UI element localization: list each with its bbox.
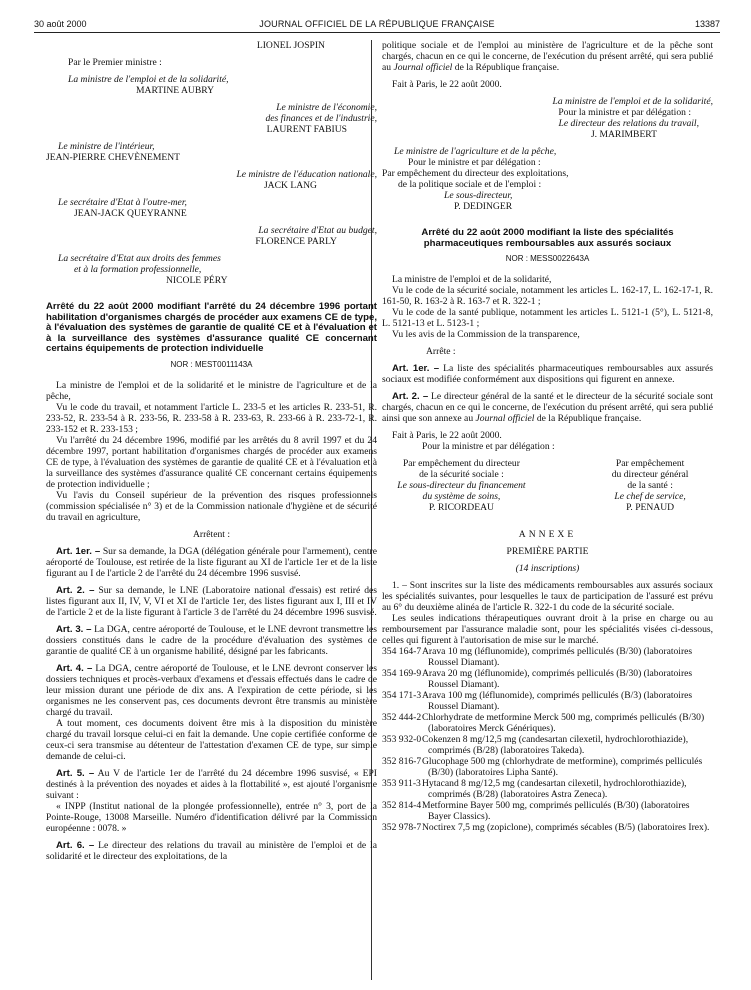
paragraph-ministres: La ministre de l'emploi et de la solidarité et le ministre de l'agriculture et de la pêche,: [46, 379, 377, 402]
article-4: [46, 663, 377, 718]
medication-row: [382, 712, 713, 734]
paragraph-vu-code-sante: Vu le code de la santé publique, notamment les articles L. 5121-1 (5°), L. 5121-8, L. 5121-13 et L. 5123-1 ;: [382, 307, 713, 330]
article-5-label: Art. 5. –: [56, 767, 95, 779]
sig-left-4: du système de soins,: [422, 491, 501, 503]
medication-row: [382, 734, 713, 756]
header-title: JOURNAL OFFICIEL DE LA RÉPUBLIQUE FRANÇAISE: [259, 19, 495, 29]
arrete2-article-2-label: Art. 2. –: [392, 391, 429, 403]
medication-description: Metformine Bayer 500 mg, comprimés pelliculés (B/30) (laboratoires Bayer Classics).: [422, 800, 690, 823]
article-3: [46, 624, 377, 657]
medication-code: 354 171-3: [382, 690, 422, 702]
article-4-continued: A tout moment, ces documents doivent être mis à la disposition du ministère chargé du travail lorsque celui-ci en fait la demande. Une copie certifiée conforme de ceux-ci sera transmise au détenteur de l'attestation d'examen CE de type, sur simple demande de celui-ci.: [46, 717, 377, 762]
secretaire-outremer-name: JEAN-JACK QUEYRANNE: [74, 208, 187, 219]
annexe-heading: ANNEXE: [518, 529, 577, 541]
medication-list: [382, 646, 713, 833]
medication-code: 353 932-0: [382, 734, 422, 746]
medication-description: Arava 10 mg (léflunomide), comprimés pelliculés (B/30) (laboratoires Roussel Diamant).: [422, 646, 693, 669]
minister-education-title: Le ministre de l'éducation nationale,: [236, 169, 377, 180]
arrete-heading: Arrête :: [426, 346, 456, 358]
sig-right-3: de la santé :: [627, 480, 673, 492]
sig1-directeur: Le directeur des relations du travail,: [558, 118, 699, 129]
article-2-label: Art. 2. –: [56, 584, 95, 596]
arrete2-article-2: [382, 391, 713, 424]
minister-education-name: JACK LANG: [263, 180, 317, 191]
arrete2-article-1-text: La liste des spécialités pharmaceutiques remboursables aux assurés sociaux est modifiée conformément aux dispositions qui figurent en annexe.: [382, 363, 713, 386]
arretent-heading: Arrêtent :: [192, 528, 231, 540]
medication-code: 352 444-2: [382, 712, 422, 724]
header-rule: [34, 32, 720, 33]
signature-right: [587, 458, 713, 513]
fait-a-paris-1: Fait à Paris, le 22 août 2000.: [392, 79, 502, 90]
pour-la-ministre: Pour la ministre et par délégation :: [422, 441, 555, 453]
signature-left: [382, 458, 541, 513]
article-6: [46, 840, 377, 862]
sig-left-3: Le sous-directeur du financement: [397, 480, 526, 492]
article-5: [46, 768, 377, 801]
sig-right-name: P. PENAUD: [626, 502, 675, 514]
sig2-sous-directeur: Le sous-directeur,: [444, 190, 513, 201]
article-1-label: Art. 1er. –: [56, 545, 101, 557]
medication-description: Noctirex 7,5 mg (zopiclone), comprimés sécables (B/5) (laboratoires Irex).: [422, 822, 710, 834]
medication-code: 354 164-7: [382, 646, 422, 658]
sig1-title: La ministre de l'emploi et de la solidarité,: [552, 96, 713, 107]
sig-left-1: Par empêchement du directeur: [402, 458, 520, 470]
secretaire-femmes-name: NICOLE PÉRY: [166, 275, 228, 286]
arrete-nor: NOR : MEST0011143A: [170, 359, 253, 369]
minister-economie-title-2: des finances et de l'industrie,: [265, 113, 377, 124]
secretaire-outremer-title: Le secrétaire d'Etat à l'outre-mer,: [58, 197, 187, 208]
sig-right-4: Le chef de service,: [614, 491, 686, 503]
fait-a-paris-2: Fait à Paris, le 22 août 2000.: [392, 430, 502, 442]
arrete2-nor: NOR : MESS0022643A: [505, 254, 590, 264]
medication-description: Hytacand 8 mg/12,5 mg (candesartan cilexetil, hydrochlorothiazide), comprimés (B/28) (laboratoires Astra Zeneca).: [422, 778, 687, 801]
article-2: [46, 585, 377, 618]
paragraph-vu-code-secu: Vu le code de la sécurité sociale, notamment les articles L. 162-17, L. 162-17-1, R. 161-50, R. 163-2 à R. 163-7 et R. 322-1 ;: [382, 285, 713, 308]
medication-row: [382, 668, 713, 690]
minister-economie-name: LAURENT FABIUS: [266, 124, 347, 135]
article-1: [46, 546, 377, 579]
minister-interieur-name: JEAN-PIERRE CHEVÈNEMENT: [46, 152, 181, 163]
article-4-text: La DGA, centre aéroporté de Toulouse, et le LNE devront conserver les dossiers techniques et procès-verbaux d'examens et d'essais effectués dans le cadre de leur mission durant une période de dix ans. A l'expiration de cette période, si les organismes ne les conservent pas, ces documents devront être transmis au ministère chargé du travail.: [46, 662, 377, 718]
minister-emploi-title: La ministre de l'emploi et de la solidarité,: [68, 74, 229, 85]
article-6-cont-text: politique sociale et de l'emploi au ministère de l'agriculture et de la pêche sont chargés, chacun en ce qui le concerne, de l'exécution du présent arrêté, qui sera publié au: [382, 40, 713, 73]
medication-row: [382, 690, 713, 712]
article-6-continued: [382, 40, 713, 73]
secretaire-femmes-title-2: et à la formation professionnelle,: [74, 264, 202, 275]
arrete2-article-1-label: Art. 1er. –: [392, 363, 440, 375]
minister-economie-title-1: Le ministre de l'économie,: [276, 102, 377, 113]
double-signature: [382, 458, 713, 513]
sig2-name: P. DEDINGER: [454, 201, 513, 212]
article-5-text: Au V de l'article 1er de l'arrêté du 24 décembre 1996 susvisé, « EPI destinés à la prévention des noyades et aides à la flottabilité », est ajouté l'organisme suivant :: [46, 767, 377, 801]
medication-code: 354 169-9: [382, 668, 422, 680]
paragraph-ministre: La ministre de l'emploi et de la solidarité,: [392, 274, 552, 286]
medication-row: [382, 822, 713, 833]
annexe-paragraph-2: Les seules indications thérapeutiques ouvrant droit à la prise en charge ou au remboursement par l'assurance maladie sont, pour les spécialités visées ci-dessous, celles qui figurent à l'autorisation de mise sur le marché.: [382, 613, 713, 647]
medication-row: [382, 646, 713, 668]
signature-prime-minister: LIONEL JOSPIN: [256, 40, 325, 51]
paragraph-vu-avis-commission: Vu les avis de la Commission de la transparence,: [392, 329, 580, 341]
journal-officiel-ref-2: Journal officiel: [475, 413, 535, 425]
medication-code: 353 911-3: [382, 778, 421, 790]
right-column: [382, 40, 713, 833]
header-page-number: 13387: [694, 19, 720, 29]
medication-row: [382, 778, 713, 800]
journal-officiel-ref: Journal officiel: [393, 62, 453, 73]
sig1-name: J. MARIMBERT: [590, 129, 657, 140]
article-6-label: Art. 6. –: [56, 839, 95, 851]
article-6-text: Le directeur des relations du travail au ministère de l'emploi et de la solidarité et le directeur des exploitations, de la: [46, 839, 377, 862]
article-1-text: Sur sa demande, la DGA (délégation générale pour l'armement), centre aéroporté de Toulouse, est retirée de la liste figurant au XI de l'article 1er et de la liste figurant au I de l'article 2 de l'arrêté du 24 décembre 1996 susvisé.: [46, 545, 377, 579]
medication-description: Cokenzen 8 mg/12,5 mg (candesartan cilexetil, hydrochlorothiazide), comprimés (B/28) (laboratoires Takeda).: [422, 734, 689, 757]
arrete2-article-1: [382, 363, 713, 385]
sig-left-2: de la sécurité sociale :: [419, 469, 504, 481]
arrete2-article-2-text: Le directeur général de la santé et le directeur de la sécurité sociale sont chargés, chacun en ce qui le concerne, de l'exécution du présent arrêté, qui sera publié ainsi que son annexe au: [382, 391, 713, 425]
sig1-delegation: Pour la ministre et par délégation :: [558, 107, 691, 118]
medication-description: Glucophage 500 mg (chlorhydrate de metformine), comprimés pelliculés (B/30) (laboratoires Lipha Santé).: [422, 756, 703, 779]
sig-right-2: du directeur général: [611, 469, 689, 481]
annexe-paragraph-1: 1. – Sont inscrites sur la liste des médicaments remboursables aux assurés sociaux les spécialités suivantes, pour lesquelles le taux de participation de l'assuré est prévu au 6° du deuxième alinéa de l'article R. 322-1 du code de la sécurité sociale.: [382, 580, 713, 614]
secretaire-budget-name: FLORENCE PARLY: [255, 236, 337, 247]
article-5-organisme: « INPP (Institut national de la plongée professionnelle), entrée n° 3, port de la Pointe-Rouge, 13008 Marseille. Numéro d'identification délivré par la Commission européenne : 0078. »: [46, 800, 377, 834]
medication-row: [382, 800, 713, 822]
sig2-empechement: Par empêchement du directeur des exploitations,: [382, 168, 569, 179]
medication-code: 352 978-7: [382, 822, 422, 834]
paragraph-vu-arrete: Vu l'arrêté du 24 décembre 1996, modifié par les arrêtés du 8 avril 1997 et du 24 décembre 1997, portant habilitation d'organismes chargés de procéder aux examens CE de type, à l'évaluation des systèmes de garantie de qualité CE et à l'évaluation et à la surveillance des systèmes d'assurance qualité CE concernant certains équipements de protection individuelle ;: [46, 434, 377, 490]
secretaire-femmes-title-1: La secrétaire d'Etat aux droits des femmes: [58, 253, 221, 264]
arrete2-article-2-end: de la République française.: [536, 413, 642, 425]
article-6-cont-end: de la République française.: [454, 62, 560, 73]
header-date: 30 août 2000: [34, 19, 87, 29]
arrete-title: Arrêté du 22 août 2000 modifiant l'arrêté du 24 décembre 1996 portant habilitation d'organismes chargés de procéder aux examens CE de type, à l'évaluation des systèmes de garantie de qualité CE et à l'évaluation et à la surveillance des systèmes d'assurance qualité CE concernant certains équipements de protection individuelle: [46, 301, 377, 355]
sig2-delegation: Pour le ministre et par délégation :: [408, 157, 541, 168]
par-premier-ministre: Par le Premier ministre :: [68, 57, 162, 68]
article-2-text: Sur sa demande, le LNE (Laboratoire national d'essais) est retiré des listes figurant aux II, IV, V, VI et XI de l'article 1er, des listes figurant aux I, III et IV de l'article 2 et de la liste figurant à l'article 3 de l'arrêté du 24 décembre 1996 susvisé.: [46, 584, 377, 618]
page-header: [34, 18, 720, 30]
secretaire-budget-title: La secrétaire d'Etat au budget,: [258, 225, 377, 236]
paragraph-vu-avis: Vu l'avis du Conseil supérieur de la prévention des risques professionnels (commission spécialisée n° 3) et de la Commission nationale d'hygiène et de sécurité du travail en agriculture,: [46, 489, 377, 523]
sig-left-name: P. RICORDEAU: [428, 502, 494, 514]
inscriptions-count: (14 inscriptions): [515, 563, 580, 575]
medication-description: Arava 100 mg (léflunomide), comprimés pelliculés (B/3) (laboratoires Roussel Diamant).: [422, 690, 693, 713]
sig2-title: Le ministre de l'agriculture et de la pêche,: [394, 146, 557, 157]
sig2-politique: de la politique sociale et de l'emploi :: [398, 179, 542, 190]
article-4-label: Art. 4. –: [56, 662, 93, 674]
left-column: [46, 40, 377, 862]
medication-description: Arava 20 mg (léflunomide), comprimés pelliculés (B/30) (laboratoires Roussel Diamant).: [422, 668, 693, 691]
medication-description: Chlorhydrate de metformine Merck 500 mg, comprimés pelliculés (B/30) (laboratoires Merck Génériques).: [422, 712, 705, 735]
sig-right-1: Par empêchement: [615, 458, 685, 470]
minister-emploi-name: MARTINE AUBRY: [136, 85, 215, 96]
medication-code: 352 816-7: [382, 756, 422, 768]
article-3-text: La DGA, centre aéroporté de Toulouse, et le LNE devront transmettre les dossiers constitués dans le cadre de la procédure d'évaluation des systèmes de garantie de qualité CE à un organisme habilité, désigné par les fabricants.: [46, 623, 377, 657]
medication-row: [382, 756, 713, 778]
premiere-partie-heading: PREMIÈRE PARTIE: [506, 546, 589, 558]
minister-interieur-title: Le ministre de l'intérieur,: [58, 141, 155, 152]
arrete2-title: Arrêté du 22 août 2000 modifiant la liste des spécialités pharmaceutiques remboursables aux assurés sociaux: [421, 227, 674, 249]
paragraph-vu-code-travail: Vu le code du travail, et notamment l'article L. 233-5 et les articles R. 233-51, R. 233-52, R. 233-54 à R. 233-56, R. 233-58 à R. 233-63, R. 233-66 à R. 233-72-1, R. 233-152 et R. 233-153 ;: [46, 401, 377, 435]
article-3-label: Art. 3. –: [56, 623, 92, 635]
medication-code: 352 814-4: [382, 800, 422, 812]
